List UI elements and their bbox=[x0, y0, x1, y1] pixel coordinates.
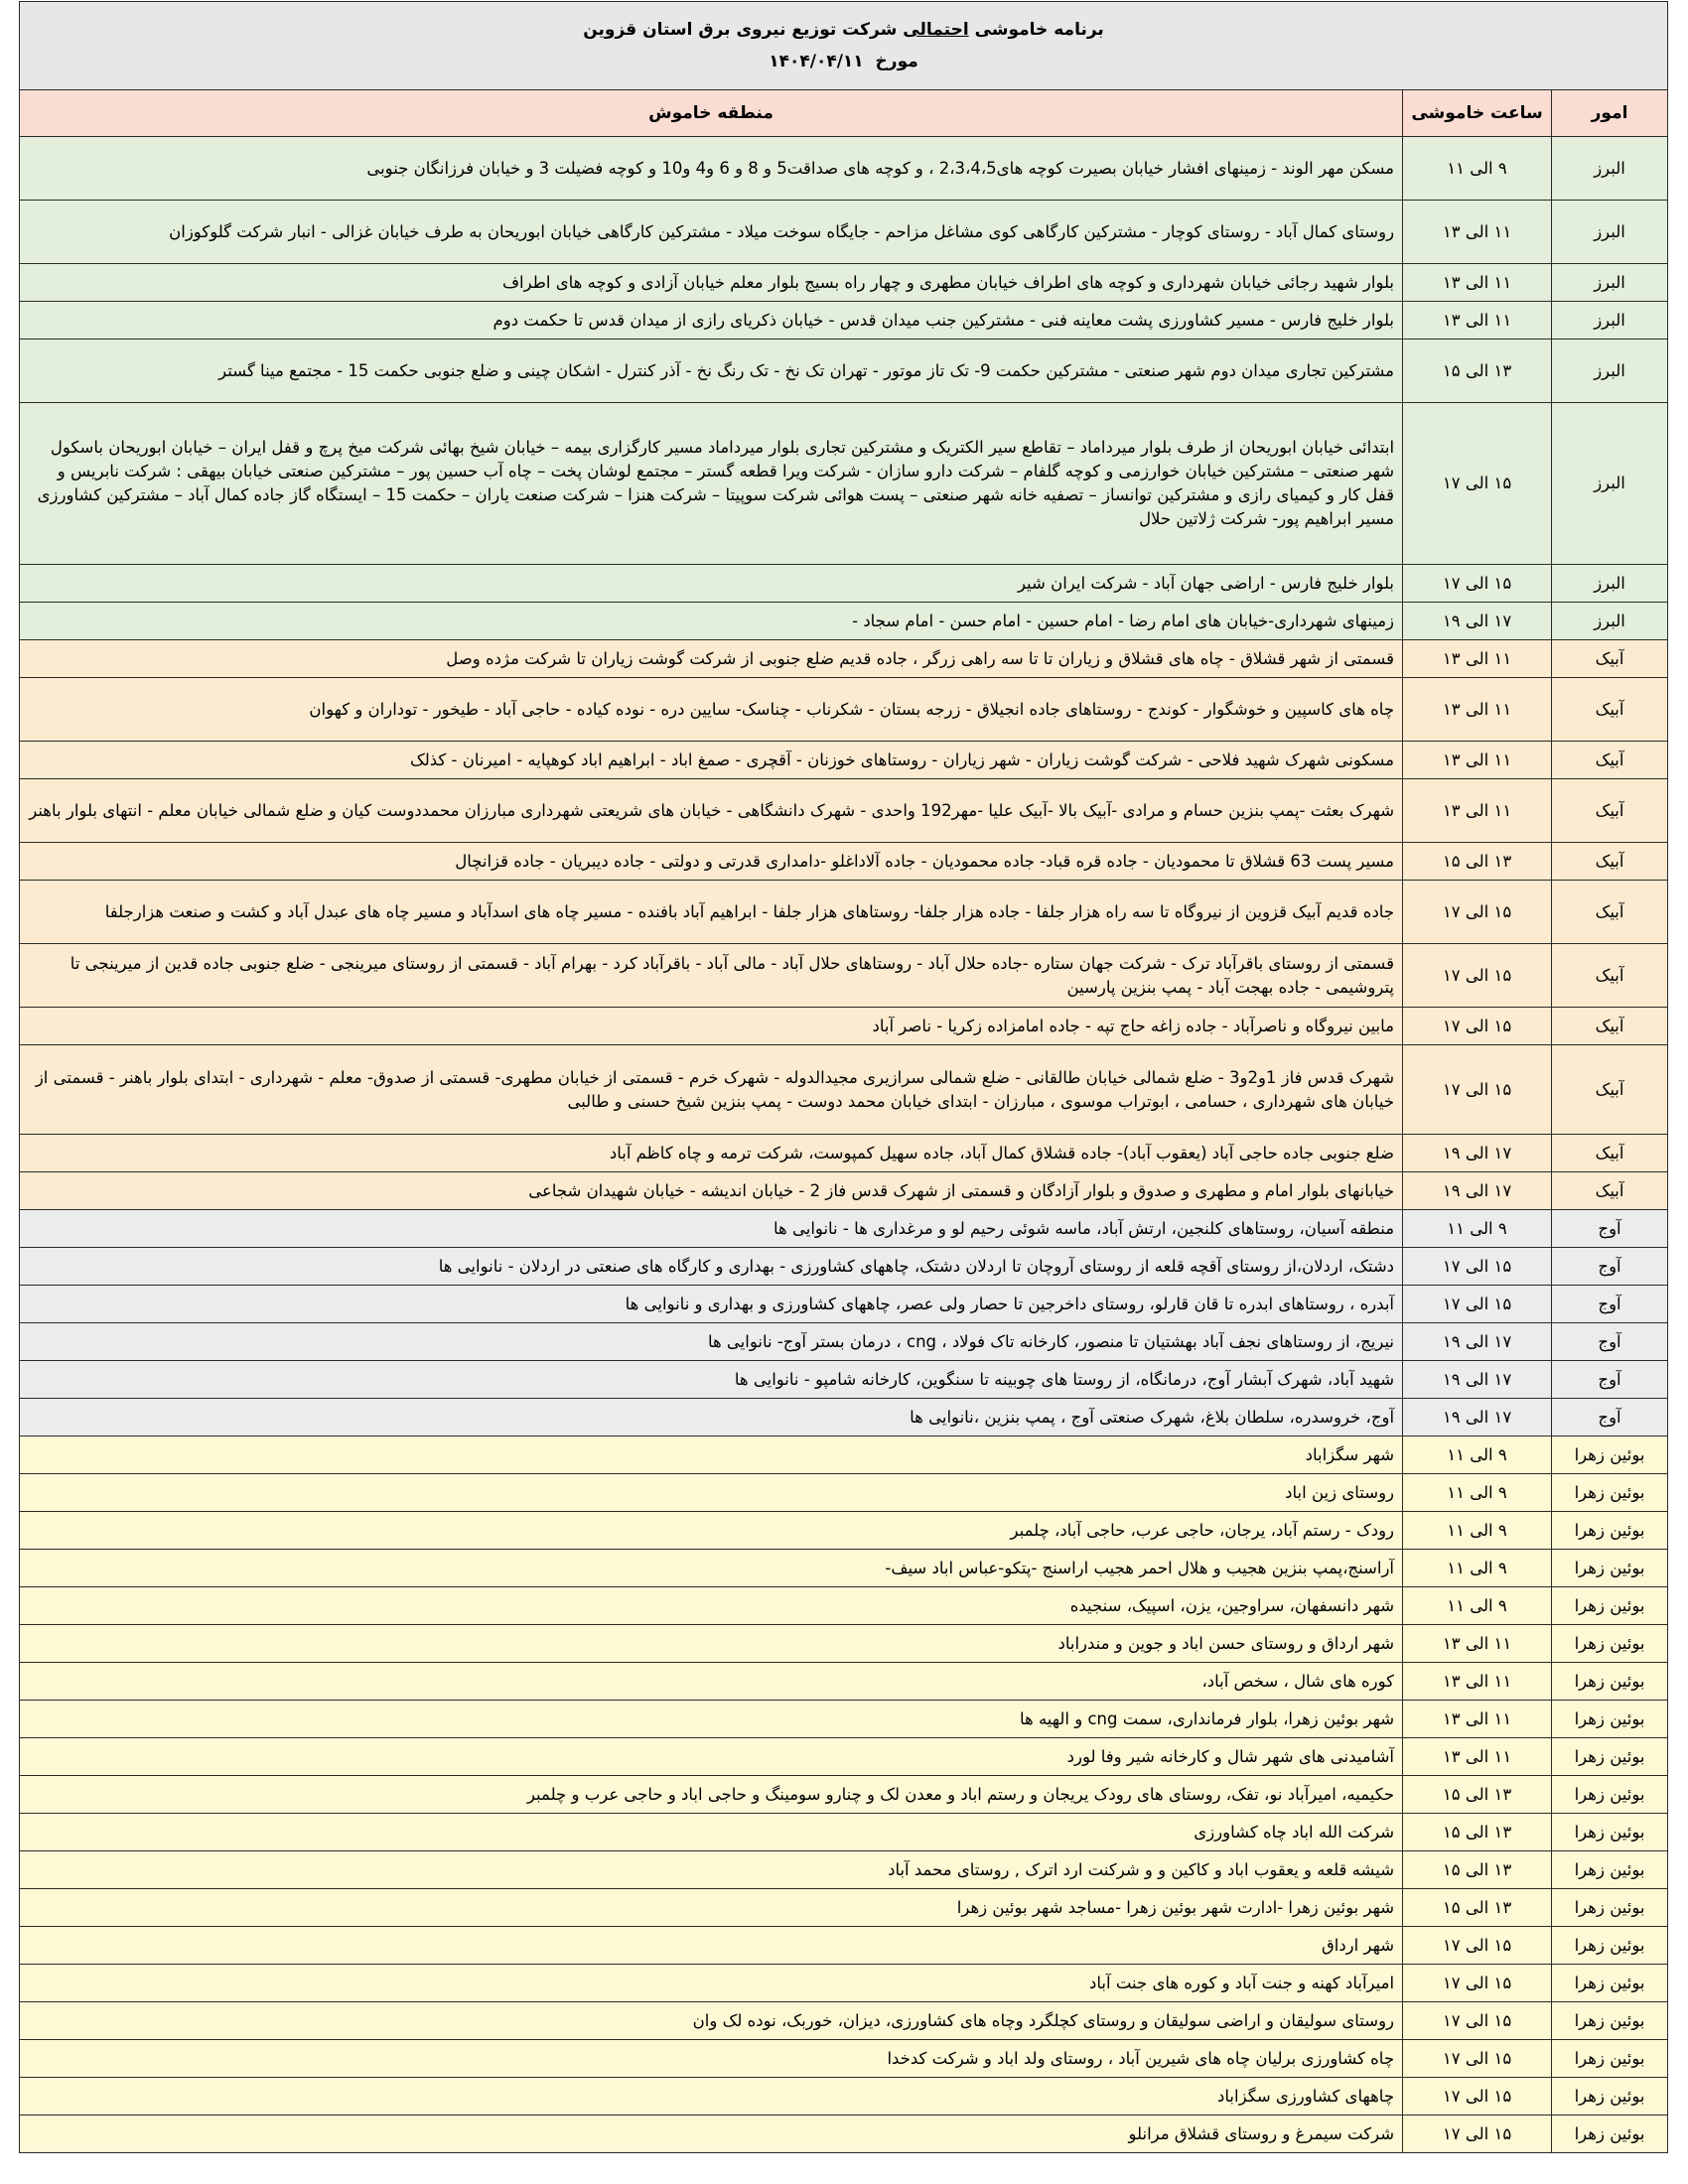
table-row bbox=[20, 1550, 1668, 1587]
table-row bbox=[20, 1286, 1668, 1323]
table-row bbox=[20, 1965, 1668, 2002]
hours-cell: ۱۷ الی ۱۹ bbox=[1403, 1172, 1552, 1210]
document-title: برنامه خاموشی احتمالی شرکت توزیع نیروی برق استان قزوین bbox=[583, 19, 1104, 40]
hours-cell: ۹ الی ۱۱ bbox=[1403, 1587, 1552, 1625]
dept-cell: بوئین زهرا bbox=[1552, 1625, 1668, 1663]
hours-cell: ۱۵ الی ۱۷ bbox=[1403, 1965, 1552, 2002]
area-cell: شهید آباد، شهرک آبشار آوج، درمانگاه، از روستا های چوبینه تا سنگوین، کارخانه شامپو - نانوایی ها bbox=[20, 1361, 1403, 1399]
area-cell: جاده قدیم آبیک قزوین از نیروگاه تا سه راه هزار جلفا - جاده هزار جلفا- روستاهای هزار جلفا - ابراهیم آباد بافنده - مسیر چاه های اسدآباد و مسیر چاه های عبدل آباد و کشت و صنعت هزارجلفا bbox=[20, 881, 1403, 944]
table-row bbox=[20, 640, 1668, 678]
dept-cell: آبیک bbox=[1552, 779, 1668, 843]
area-cell: آشامیدنی های شهر شال و کارخانه شیر وفا لورد bbox=[20, 1738, 1403, 1776]
dept-cell: البرز bbox=[1552, 340, 1668, 403]
dept-cell: بوئین زهرا bbox=[1552, 2040, 1668, 2078]
area-cell: روستای سولیقان و اراضی سولیقان و روستای کچلگرد وچاه های کشاورزی، دیزان، خوربک، نوده لک وان bbox=[20, 2002, 1403, 2040]
document-title-cell bbox=[20, 2, 1668, 90]
dept-cell: آبیک bbox=[1552, 1045, 1668, 1135]
table-row bbox=[20, 1323, 1668, 1361]
table-row bbox=[20, 1512, 1668, 1550]
area-cell: شیشه قلعه و یعقوب اباد و کاکین و و شرکنت ارد اترک , روستای محمد آباد bbox=[20, 1851, 1403, 1889]
area-cell: دشتک، اردلان،از روستای آقچه قلعه از روستای آروچان تا اردلان دشتک، چاههای کشاورزی - بهداری و کارگاه های صنعتی در اردلان - نانوایی ها bbox=[20, 1248, 1403, 1286]
table-row bbox=[20, 2002, 1668, 2040]
hours-cell: ۱۵ الی ۱۷ bbox=[1403, 1248, 1552, 1286]
area-cell: مسکونی شهرک شهید فلاحی - شرکت گوشت زیاران - شهر زیاران - روستاهای خوزنان - آقچری - صمغ اباد - ابراهیم اباد کوهپایه - امیرنان - کذلک bbox=[20, 742, 1403, 779]
dept-cell: البرز bbox=[1552, 201, 1668, 264]
table-row bbox=[20, 340, 1668, 403]
hours-cell: ۹ الی ۱۱ bbox=[1403, 1512, 1552, 1550]
table-row bbox=[20, 565, 1668, 603]
area-cell: خیابانهای بلوار امام و مطهری و صدوق و بلوار آزادگان و قسمتی از شهرک قدس فاز 2 - خیابان اندیشه - خیابان شهیدان شجاعی bbox=[20, 1172, 1403, 1210]
outage-table bbox=[19, 1, 1668, 2153]
dept-cell: بوئین زهرا bbox=[1552, 1474, 1668, 1512]
hours-cell: ۹ الی ۱۱ bbox=[1403, 137, 1552, 201]
hours-cell: ۱۱ الی ۱۳ bbox=[1403, 1701, 1552, 1738]
area-cell: مسکن مهر الوند - زمینهای افشار خیابان بصیرت کوچه های2،3،4،5 ، و کوچه های صداقت5 و 8 و 6 و4 و10 و کوچه فضیلت 3 و خیابان فرزانگان جنوبی bbox=[20, 137, 1403, 201]
hours-cell: ۱۵ الی ۱۷ bbox=[1403, 2002, 1552, 2040]
dept-cell: آوج bbox=[1552, 1210, 1668, 1248]
area-cell: آراسنج،پمپ بنزین هجیب و هلال احمر هجیب اراسنج -پتکو-عباس اباد سیف- bbox=[20, 1550, 1403, 1587]
hours-cell: ۹ الی ۱۱ bbox=[1403, 1550, 1552, 1587]
dept-cell: بوئین زهرا bbox=[1552, 2078, 1668, 2116]
table-row bbox=[20, 1045, 1668, 1135]
hours-cell: ۱۱ الی ۱۳ bbox=[1403, 1738, 1552, 1776]
area-cell: بلوار خلیج فارس - مسیر کشاورزی پشت معاینه فنی - مشترکین جنب میدان قدس - خیابان ذکریای رازی از میدان قدس تا حکمت دوم bbox=[20, 302, 1403, 340]
hours-cell: ۱۵ الی ۱۷ bbox=[1403, 1045, 1552, 1135]
table-row bbox=[20, 944, 1668, 1008]
table-row bbox=[20, 843, 1668, 881]
area-cell: مشترکین تجاری میدان دوم شهر صنعتی - مشترکین حکمت 9- تک تاز موتور - تهران تک نخ - تک رنگ نخ - آذر کنترل - اشکان چینی و ضلع جنوبی حکمت 15 - مجتمع مینا گستر bbox=[20, 340, 1403, 403]
hours-cell: ۹ الی ۱۱ bbox=[1403, 1210, 1552, 1248]
dept-cell: بوئین زهرا bbox=[1552, 1851, 1668, 1889]
area-cell: کوره های شال ، سخص آباد، bbox=[20, 1663, 1403, 1701]
table-body bbox=[20, 137, 1668, 2153]
dept-cell: بوئین زهرا bbox=[1552, 1965, 1668, 2002]
header-dept: امور bbox=[1552, 90, 1668, 137]
table-row bbox=[20, 742, 1668, 779]
area-cell: مابین نیروگاه و ناصرآباد - جاده زاغه حاج تپه - جاده امامزاده زکریا - ناصر آباد bbox=[20, 1008, 1403, 1045]
hours-cell: ۱۵ الی ۱۷ bbox=[1403, 1927, 1552, 1965]
dept-cell: آوج bbox=[1552, 1248, 1668, 1286]
area-cell: شرکت الله اباد چاه کشاورزی bbox=[20, 1814, 1403, 1851]
outage-schedule-sheet bbox=[19, 1, 1667, 2153]
hours-cell: ۱۵ الی ۱۷ bbox=[1403, 881, 1552, 944]
dept-cell: البرز bbox=[1552, 403, 1668, 565]
area-cell: شهرک قدس فاز 1و2و3 - ضلع شمالی خیابان طالقانی - ضلع شمالی سرازیری مجیدالدوله - شهرک خرم - قسمتی از خیابان مطهری- قسمتی از صدوق- معلم - شهرداری - ابتدای بلوار باهنر - قسمتی از خیابان های شهرداری ، حسامی ، ابوتراب موسوی ، مبارزان - ابتدای خیابان محمد دوست - پمپ بنزین شیخ حسنی و طالبی bbox=[20, 1045, 1403, 1135]
date-label: مورخ bbox=[875, 52, 918, 71]
dept-cell: آوج bbox=[1552, 1286, 1668, 1323]
table-row bbox=[20, 1399, 1668, 1436]
area-cell: بلوار خلیج فارس - اراضی جهان آباد - شرکت ایران شیر bbox=[20, 565, 1403, 603]
header-hours: ساعت خاموشی bbox=[1403, 90, 1552, 137]
hours-cell: ۱۱ الی ۱۳ bbox=[1403, 678, 1552, 742]
dept-cell: بوئین زهرا bbox=[1552, 1738, 1668, 1776]
table-row bbox=[20, 302, 1668, 340]
table-row bbox=[20, 603, 1668, 640]
hours-cell: ۱۵ الی ۱۷ bbox=[1403, 565, 1552, 603]
document-date bbox=[28, 46, 1659, 77]
dept-cell: بوئین زهرا bbox=[1552, 1701, 1668, 1738]
table-row bbox=[20, 1172, 1668, 1210]
dept-cell: البرز bbox=[1552, 137, 1668, 201]
dept-cell: بوئین زهرا bbox=[1552, 1512, 1668, 1550]
area-cell: مسیر پست 63 قشلاق تا محمودیان - جاده قره قباد- جاده محمودیان - جاده آلاداغلو -دامداری قدرتی و دولتی - جاده دیبریان - جاده قزانچال bbox=[20, 843, 1403, 881]
hours-cell: ۱۵ الی ۱۷ bbox=[1403, 944, 1552, 1008]
table-row bbox=[20, 1361, 1668, 1399]
hours-cell: ۱۱ الی ۱۳ bbox=[1403, 640, 1552, 678]
dept-cell: بوئین زهرا bbox=[1552, 1587, 1668, 1625]
hours-cell: ۱۱ الی ۱۳ bbox=[1403, 1663, 1552, 1701]
area-cell: چاه کشاورزی برلیان چاه های شیرین آباد ، روستای ولد اباد و شرکت کدخدا bbox=[20, 2040, 1403, 2078]
hours-cell: ۱۵ الی ۱۷ bbox=[1403, 403, 1552, 565]
hours-cell: ۱۵ الی ۱۷ bbox=[1403, 1286, 1552, 1323]
dept-cell: بوئین زهرا bbox=[1552, 1927, 1668, 1965]
dept-cell: بوئین زهرا bbox=[1552, 2116, 1668, 2153]
area-cell: آوج، خروسدره، سلطان بلاغ، شهرک صنعتی آوج ، پمپ بنزین ،نانوایی ها bbox=[20, 1399, 1403, 1436]
table-row bbox=[20, 137, 1668, 201]
hours-cell: ۱۳ الی ۱۵ bbox=[1403, 1851, 1552, 1889]
table-row bbox=[20, 2040, 1668, 2078]
area-cell: شهر ارداق و روستای حسن اباد و جوین و مندراباد bbox=[20, 1625, 1403, 1663]
hours-cell: ۱۷ الی ۱۹ bbox=[1403, 1135, 1552, 1172]
area-cell: رودک - رستم آباد، یرجان، حاجی عرب، حاجی آباد، چلمبر bbox=[20, 1512, 1403, 1550]
area-cell: بلوار شهید رجائی خیابان شهرداری و کوچه های اطراف خیابان مطهری و چهار راه بسیج بلوار معلم خیابان آزادی و کوچه های اطراف bbox=[20, 264, 1403, 302]
hours-cell: ۱۱ الی ۱۳ bbox=[1403, 1625, 1552, 1663]
dept-cell: آبیک bbox=[1552, 1135, 1668, 1172]
title-row bbox=[20, 2, 1668, 90]
table-row bbox=[20, 881, 1668, 944]
area-cell: امیرآباد کهنه و جنت آباد و کوره های جنت آباد bbox=[20, 1965, 1403, 2002]
header-area: منطقه خاموش bbox=[20, 90, 1403, 137]
dept-cell: بوئین زهرا bbox=[1552, 1436, 1668, 1474]
dept-cell: بوئین زهرا bbox=[1552, 2002, 1668, 2040]
dept-cell: البرز bbox=[1552, 565, 1668, 603]
table-row bbox=[20, 1248, 1668, 1286]
dept-cell: آوج bbox=[1552, 1323, 1668, 1361]
hours-cell: ۹ الی ۱۱ bbox=[1403, 1436, 1552, 1474]
table-row bbox=[20, 1738, 1668, 1776]
hours-cell: ۱۷ الی ۱۹ bbox=[1403, 1323, 1552, 1361]
hours-cell: ۹ الی ۱۱ bbox=[1403, 1474, 1552, 1512]
hours-cell: ۱۵ الی ۱۷ bbox=[1403, 2040, 1552, 2078]
area-cell: چاههای کشاورزی سگزاباد bbox=[20, 2078, 1403, 2116]
table-row bbox=[20, 2116, 1668, 2153]
table-row bbox=[20, 1814, 1668, 1851]
table-row bbox=[20, 403, 1668, 565]
table-row bbox=[20, 1701, 1668, 1738]
area-cell: قسمتی از روستای باقرآباد ترک - شرکت جهان ستاره -جاده حلال آباد - روستاهای حلال آباد - مالی آباد - باقرآباد کرد - بهرام آباد - قسمتی از روستای میرینجی - ضلع جنوبی جاده قدین از میرینجی تا پتروشیمی - جاده بهجت آباد - پمپ بنزین پارسین bbox=[20, 944, 1403, 1008]
hours-cell: ۱۳ الی ۱۵ bbox=[1403, 1889, 1552, 1927]
table-row bbox=[20, 779, 1668, 843]
dept-cell: آبیک bbox=[1552, 742, 1668, 779]
dept-cell: البرز bbox=[1552, 264, 1668, 302]
hours-cell: ۱۳ الی ۱۵ bbox=[1403, 1776, 1552, 1814]
dept-cell: آبیک bbox=[1552, 678, 1668, 742]
area-cell: چاه های کاسپین و خوشگوار - کوندج - روستاهای جاده انجیلاق - زرجه بستان - شکرناب - چناسک- سایین دره - نوده کیاده - حاجی آباد - طیخور - توداران و کهوان bbox=[20, 678, 1403, 742]
area-cell: حکیمیه، امیرآباد نو، تفک، روستای های رودک یریجان و رستم اباد و معدن لک و چنارو سومینگ و حاجی اباد و حاجی عرب و چلمبر bbox=[20, 1776, 1403, 1814]
table-row bbox=[20, 1663, 1668, 1701]
area-cell: شهر بوئین زهرا -ادارت شهر بوئین زهرا -مساجد شهر بوئین زهرا bbox=[20, 1889, 1403, 1927]
hours-cell: ۱۷ الی ۱۹ bbox=[1403, 1399, 1552, 1436]
area-cell: ضلع جنوبی جاده حاجی آباد (یعقوب آباد)- جاده قشلاق کمال آباد، جاده سهیل کمپوست، شرکت ترمه و چاه کاظم آباد bbox=[20, 1135, 1403, 1172]
area-cell: منطقه آسیان، روستاهای کلنجین، ارتش آباد، ماسه شوئی رحیم لو و مرغداری ها - نانوایی ها bbox=[20, 1210, 1403, 1248]
dept-cell: بوئین زهرا bbox=[1552, 1814, 1668, 1851]
area-cell: روستای زین اباد bbox=[20, 1474, 1403, 1512]
table-row bbox=[20, 1474, 1668, 1512]
area-cell: شهر ارداق bbox=[20, 1927, 1403, 1965]
dept-cell: آبیک bbox=[1552, 640, 1668, 678]
dept-cell: آبیک bbox=[1552, 1008, 1668, 1045]
table-row bbox=[20, 201, 1668, 264]
column-header-row bbox=[20, 90, 1668, 137]
dept-cell: آبیک bbox=[1552, 944, 1668, 1008]
table-row bbox=[20, 1008, 1668, 1045]
hours-cell: ۱۳ الی ۱۵ bbox=[1403, 340, 1552, 403]
hours-cell: ۱۷ الی ۱۹ bbox=[1403, 603, 1552, 640]
table-row bbox=[20, 1625, 1668, 1663]
title-emphasis: احتمالی bbox=[903, 19, 969, 40]
table-row bbox=[20, 1436, 1668, 1474]
dept-cell: البرز bbox=[1552, 302, 1668, 340]
table-row bbox=[20, 1135, 1668, 1172]
hours-cell: ۱۱ الی ۱۳ bbox=[1403, 201, 1552, 264]
area-cell: نیریج، از روستاهای نجف آباد بهشتیان تا منصور، کارخانه تاک فولاد ، cng ، درمان بستر آوج- نانوایی ها bbox=[20, 1323, 1403, 1361]
table-row bbox=[20, 1210, 1668, 1248]
area-cell: شهر سگزاباد bbox=[20, 1436, 1403, 1474]
hours-cell: ۱۳ الی ۱۵ bbox=[1403, 843, 1552, 881]
area-cell: قسمتی از شهر قشلاق - چاه های قشلاق و زیاران تا تا سه راهی زرگر ، جاده قدیم ضلع جنوبی از شرکت گوشت زیاران تا شرکت مژده وصل bbox=[20, 640, 1403, 678]
area-cell: شهر بوئین زهرا، بلوار فرمانداری، سمت cng و الهیه ها bbox=[20, 1701, 1403, 1738]
table-row bbox=[20, 1776, 1668, 1814]
hours-cell: ۱۱ الی ۱۳ bbox=[1403, 302, 1552, 340]
area-cell: روستای کمال آباد - روستای کوچار - مشترکین کارگاهی کوی مشاغل مزاحم - جایگاه سوخت میلاد - مشترکین کارگاهی خیابان ابوریحان به طرف خیابان غزالی - انبار شرکت گلوکوزان bbox=[20, 201, 1403, 264]
hours-cell: ۱۱ الی ۱۳ bbox=[1403, 264, 1552, 302]
dept-cell: البرز bbox=[1552, 603, 1668, 640]
dept-cell: بوئین زهرا bbox=[1552, 1776, 1668, 1814]
table-row bbox=[20, 678, 1668, 742]
dept-cell: آبیک bbox=[1552, 1172, 1668, 1210]
table-row bbox=[20, 1927, 1668, 1965]
table-row bbox=[20, 1587, 1668, 1625]
area-cell: آبدره ، روستاهای ابدره تا قان قارلو، روستای داخرجین تا حصار ولی عصر، چاههای کشاورزی و بهداری و نانوایی ها bbox=[20, 1286, 1403, 1323]
hours-cell: ۱۷ الی ۱۹ bbox=[1403, 1361, 1552, 1399]
area-cell: ابتدائی خیابان ابوریحان از طرف بلوار میرداماد – تقاطع سیر الکتریک و مشترکین تجاری بلوار میرداماد مسیر کارگزاری بیمه – خیابان شیخ بهائی شرکت میخ پرچ و قفل ایران – خیابان ابوریحان باسکول شهر صنعتی – مشترکین خیابان خوارزمی و کوچه گلفام – شرکت دارو سازان - شرکت ویرا قطعه گستر – مجتمع لوشان پخت – چاه آب حسین پور – مشترکین صنعتی خیابان بیهقی : شرکت نابریس و قفل کار و کیمیای رازی و مشترکین توانساز – تصفیه خانه شهر صنعتی – پست هوائی شرکت سوپیتا – شرکت هنزا – شرکت صنعت یاران – حکمت 15 – ایستگاه گاز جاده کمال آباد – مشترکین کشاورزی مسیر ابراهیم پور- شرکت ژلاتین حلال bbox=[20, 403, 1403, 565]
dept-cell: بوئین زهرا bbox=[1552, 1663, 1668, 1701]
date-value: ۱۴۰۴/۰۴/۱۱ bbox=[769, 52, 864, 71]
hours-cell: ۱۱ الی ۱۳ bbox=[1403, 742, 1552, 779]
hours-cell: ۱۵ الی ۱۷ bbox=[1403, 1008, 1552, 1045]
area-cell: شرکت سیمرغ و روستای قشلاق مرانلو bbox=[20, 2116, 1403, 2153]
hours-cell: ۱۵ الی ۱۷ bbox=[1403, 2078, 1552, 2116]
dept-cell: بوئین زهرا bbox=[1552, 1889, 1668, 1927]
dept-cell: آبیک bbox=[1552, 881, 1668, 944]
table-row bbox=[20, 2078, 1668, 2116]
dept-cell: آبیک bbox=[1552, 843, 1668, 881]
area-cell: زمینهای شهرداری-خیابان های امام رضا - امام حسین - امام حسن - امام سجاد - bbox=[20, 603, 1403, 640]
dept-cell: بوئین زهرا bbox=[1552, 1550, 1668, 1587]
table-row bbox=[20, 1851, 1668, 1889]
area-cell: شهر دانسفهان، سراوجین، یزن، اسپیک، سنجیده bbox=[20, 1587, 1403, 1625]
hours-cell: ۱۳ الی ۱۵ bbox=[1403, 1814, 1552, 1851]
dept-cell: آوج bbox=[1552, 1399, 1668, 1436]
hours-cell: ۱۱ الی ۱۳ bbox=[1403, 779, 1552, 843]
hours-cell: ۱۵ الی ۱۷ bbox=[1403, 2116, 1552, 2153]
table-row bbox=[20, 1889, 1668, 1927]
area-cell: شهرک بعثت -پمپ بنزین حسام و مرادی -آبیک بالا -آبیک علیا -مهر192 واحدی - شهرک دانشگاهی - خیابان های شریعتی شهرداری مبارزان محمددوست کیان و ضلع شمالی خیابان معلم - انتهای بلوار باهنر bbox=[20, 779, 1403, 843]
dept-cell: آوج bbox=[1552, 1361, 1668, 1399]
table-row bbox=[20, 264, 1668, 302]
